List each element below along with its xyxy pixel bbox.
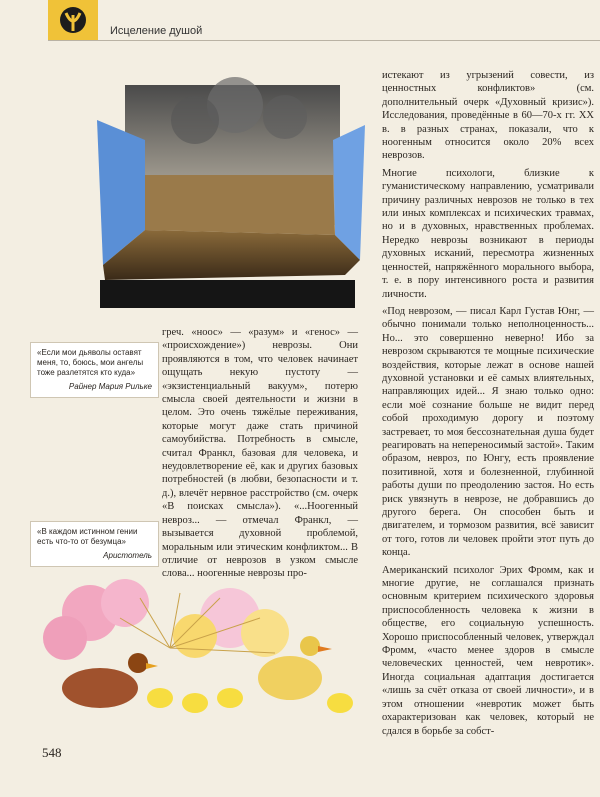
- middle-column: [162, 326, 358, 585]
- psyche-logo-icon: [48, 0, 98, 40]
- quote-text: «В каждом истинном гении есть что-то от безумца»: [37, 527, 138, 546]
- right-column: [382, 69, 594, 742]
- paragraph: греч. «ноос» — «разум» и «генос» — «происхождение») неврозы. Они проявляются в том, что человек начинает ощущать некую пустоту — «экзистенциальный вакуум», потерю смысла своей деятельности и жизни в целом. Это очень тяжёлые переживания, которые могут даже стать причиной самоубийства. Потребность в смысле, считал Франкл, базовая для человека, и неудовлетворение её, как и других базовых потребностей (в любви, безопасности и т. д.), влечёт нервное расстройство (см. очерк «В поисках смысла»). «...Ноогенный невроз... — отмечал Франкл, — вызывается духовной проблемой, моральным или этическим конфликтом... В отличие от неврозов в узком смысле слова... ноогенные неврозы про-: [162, 327, 358, 580]
- page-number: 548: [42, 745, 62, 760]
- paragraph: Американский психолог Эрих Фромм, как и многие другие, не соглашался признать основным критерием психического здоровья приспособленность человека к жизни в обществе, его социальную успешность. Хорошо приспособленный человек, утверждал Фромм, «часто менее здоров в смысле человеческих ценностей, чем невротик». Иногда социальная адаптация достигается «лишь за счёт отказа от своей личности», и в этом отношении «невротик может быть охарактеризован как человек, который не сдался в борьбе за собст-: [382, 564, 594, 737]
- quote-author: Райнер Мария Рильке: [68, 382, 152, 391]
- ducks-illustration: [20, 578, 380, 723]
- quote-author: Аристотель: [103, 551, 152, 560]
- quote-rilke: [30, 342, 159, 398]
- quote-aristotle: [30, 521, 159, 567]
- corridor-illustration: [85, 65, 375, 310]
- header-rule: [48, 40, 600, 41]
- paragraph: Многие психологи, близкие к гуманистическому направлению, усматривали причину различных неврозов не только в тех или иных комплексах и психических травмах, но и в духовных, нравственных проблемах. Нередко неврозы возникают в периоды духовных исканий, пересмотра жизненных ценностей, напряжённого морального выбора, т. е. в пору интенсивного роста и развития личности.: [382, 167, 594, 300]
- paragraph: «Под неврозом, — писал Карл Густав Юнг, — обычно понимали только неполноценность... Но... это совершенно неверно! Ибо за неврозом скрываются те мощные психические воздействия, которые лежат в основе нашей духовной установки и её самых влиятельных, направляющих идей... Я знаю только одно: если моё сознание больше не видит перед собой проходимую дорогу и поэтому застревает, то моя бессознательная душа будет реагировать на непереносимый застой». Таким образом, невроз, по Юнгу, есть проявление позитивной, хотя и болезненной, глубинной работы души по преодолению застоя. Но есть риск увязнуть в неврозе, не добравшись до другого берега. Он способен быть и двигателем, и тормозом развития, всё зависит от того, готов ли человек пройти этот путь до конца.: [382, 305, 594, 559]
- section-title: Исцеление душой: [110, 25, 203, 37]
- quote-text: «Если мои дьяволы оставят меня, то, боюсь, мои ангелы тоже разлетятся кто куда»: [37, 348, 144, 377]
- paragraph: истекают из угрызений совести, из ценностных конфликтов» (см. дополнительный очерк «Духовный кризис»). Исследования, проведённые в 60—70-х гг. XX в. в разных странах, показали, что к ноогенным относится около 20% всех неврозов.: [382, 70, 594, 162]
